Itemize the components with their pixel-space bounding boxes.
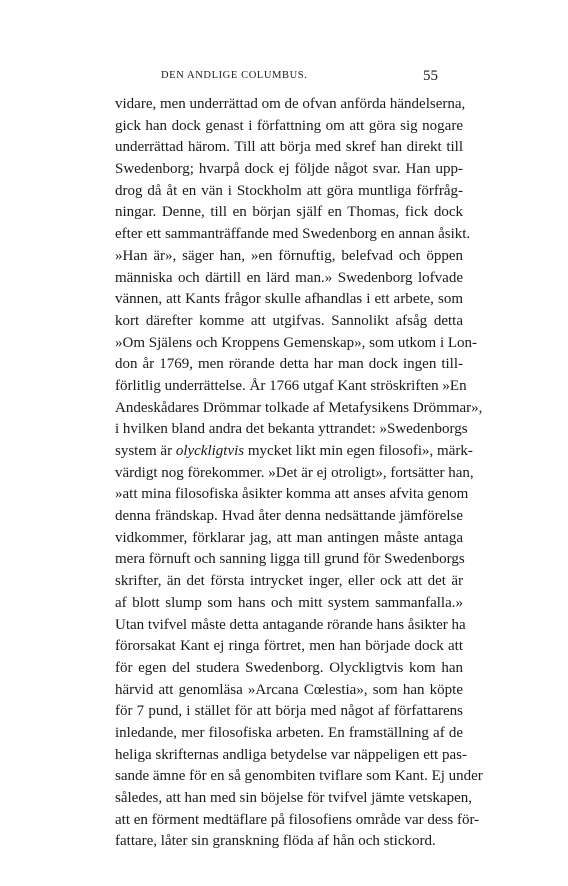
- page-number: 55: [423, 68, 438, 84]
- text-line: system är olyckligtvis mycket likt min egen filosofi», märk-: [115, 443, 473, 459]
- text-line: för egen del studera Swedenborg. Olyckligtvis kom han: [115, 659, 463, 676]
- body-text: [115, 94, 483, 853]
- text-line: människa och därtill en lärd man.» Swedenborg lofvade: [115, 269, 463, 286]
- text-line: af blott slump som hans och mitt system sammanfalla.»: [115, 594, 463, 611]
- text-line: heliga skrifternas andliga betydelse var näppeligen ett pas-: [115, 746, 467, 763]
- text-line: således, att han med sin böjelse för tvifvel jämte vetskapen,: [115, 790, 472, 806]
- text-line: att en förment medtäflare på filosofiens område var dess för-: [115, 811, 480, 828]
- text-line: drog då åt en vän i Stockholm att göra muntliga förfråg-: [115, 182, 463, 199]
- text-line: fattare, låter sin granskning flöda af hån och stickord.: [115, 833, 436, 850]
- text-line: kort därefter komme att utgifvas. Sannolikt afsåg detta: [115, 312, 463, 329]
- text-line: mera förnuft och sanning ligga till grund för Swedenborgs: [115, 551, 465, 568]
- running-title: DEN ANDLIGE COLUMBUS.: [161, 70, 308, 81]
- text-line: denna frändskap. Hvad åter denna nedsättande jämförelse: [115, 508, 463, 525]
- text-line: efter ett sammanträffande med Swedenborg en annan åsikt.: [115, 226, 471, 243]
- text-line: förlitlig underrättelse. År 1766 utgaf Kant ströskriften »En: [115, 377, 467, 394]
- text-line: värdigt nog förekommer. »Det är ej otroligt», fortsätter han,: [115, 464, 474, 481]
- text-line: skrifter, än det första intrycket inger, eller ock att det är: [115, 573, 463, 590]
- text-line: förorsakat Kant ej ringa förtret, men han började dock att: [115, 638, 463, 655]
- text-line: gick han dock genast i författning om att göra sig nogare: [115, 117, 463, 134]
- text-line: vännen, att Kants frågor skulle afhandlas i ett arbete, som: [115, 291, 463, 308]
- text-line: Andeskådares Drömmar tolkade af Metafysikens Drömmar»,: [115, 399, 483, 416]
- text-line: don år 1769, men rörande detta har man dock ingen till-: [115, 356, 463, 373]
- text-line: »att mina filosofiska åsikter komma att anses afvita genom: [115, 486, 469, 503]
- text-line: i hvilken bland andra det bekanta yttrandet: »Swedenborgs: [115, 421, 468, 438]
- text-line: »Han är», säger han, »en förnuftig, belefvad och öppen: [115, 247, 463, 264]
- text-line: Swedenborg; hvarpå dock ej följde något svar. Han upp-: [115, 161, 463, 178]
- text-line: inledande, mer filosofiska arbeten. En framställning af de: [115, 724, 463, 741]
- text-line: vidare, men underrättad om de ofvan anförda händelserna,: [115, 96, 466, 112]
- text-line: för 7 pund, i stället för att börja med något af författarens: [115, 703, 463, 720]
- text-line: härvid att genomläsa »Arcana Cœlestia», som han köpte: [115, 681, 463, 698]
- running-head: [117, 68, 457, 88]
- text-line: vidkommer, förklarar jag, att man antingen måste antaga: [115, 529, 463, 546]
- text-line: underrättad härom. Till att börja med skref han direkt till: [115, 139, 463, 156]
- text-line: Utan tvifvel måste detta antagande rörande hans åsikter ha: [115, 616, 466, 633]
- text-line: sande ämne för en så genombiten tviflare som Kant. Ej under: [115, 768, 483, 785]
- text-line: »Om Själens och Kroppens Gemenskap», som utkom i Lon-: [115, 334, 478, 351]
- text-line: ningar. Denne, till en början själf en Thomas, fick dock: [115, 204, 463, 221]
- italic-emphasis: olyckligtvis: [175, 443, 245, 459]
